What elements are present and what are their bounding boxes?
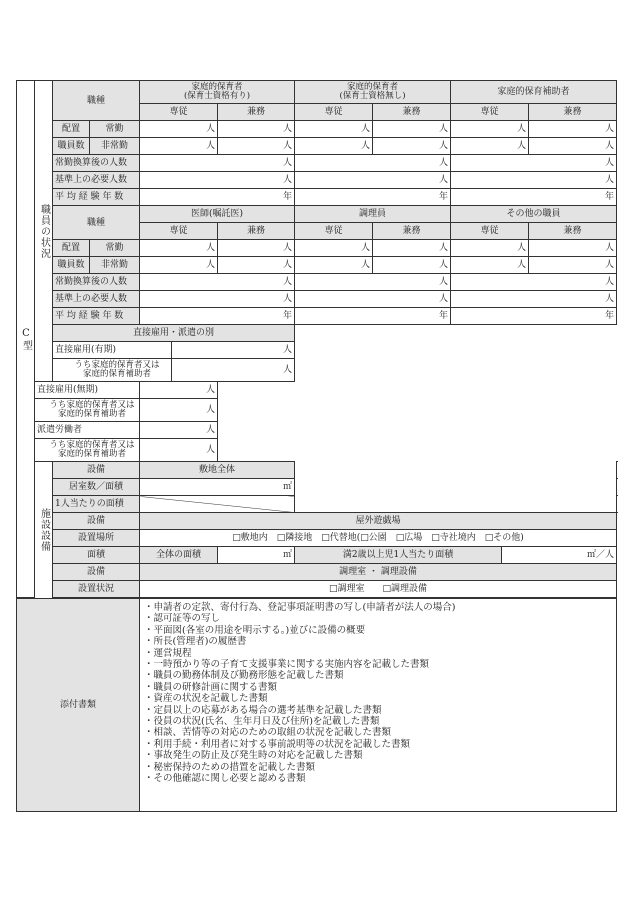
input-cell[interactable]: 人 [451, 291, 617, 308]
input-cell[interactable]: 人 [451, 172, 617, 189]
col-chouriin: 調理員 [295, 206, 451, 223]
input-cell[interactable]: 人 [451, 138, 529, 155]
location-options[interactable]: □敷地内 □隣接地 □代替地(□公園 □広場 □寺社境内 □その他) [140, 530, 617, 547]
kennmu-header: 兼務 [529, 104, 617, 121]
kennmu-header: 兼務 [529, 223, 617, 240]
input-cell[interactable]: 人 [295, 274, 451, 291]
employment-header: 直接雇用・派遣の別 [53, 325, 295, 342]
type-label: C型 [17, 81, 35, 598]
input-cell[interactable]: 人 [373, 138, 451, 155]
input-cell[interactable]: 人 [140, 172, 295, 189]
senju-header: 専従 [140, 104, 218, 121]
input-cell[interactable]: 人 [373, 257, 451, 274]
input-cell[interactable]: 人 [295, 172, 451, 189]
input-cell[interactable]: 人 [218, 257, 295, 274]
input-cell[interactable]: 人 [218, 121, 295, 138]
input-cell[interactable]: 人 [140, 399, 218, 422]
input-cell[interactable]: 年 [140, 308, 295, 325]
input-cell[interactable]: 人 [140, 439, 218, 462]
input-cell[interactable]: 人 [140, 382, 218, 399]
attachment-item: ・その他確認に関し必要と認める書類 [144, 773, 306, 785]
attachment-item: ・定員以上の応募がある場合の選考基準を記載した書類 [144, 704, 382, 716]
attachment-item: ・資産の状況を記載した書類 [144, 693, 268, 705]
outdoor-header: 屋外遊戯場 [140, 513, 617, 530]
attachment-item: ・運営規程 [144, 647, 192, 659]
location-label: 設置場所 [53, 530, 140, 547]
attachment-item: ・認可証等の写し [144, 613, 221, 625]
input-cell[interactable]: 人 [451, 121, 529, 138]
input-cell[interactable]: 人 [529, 138, 617, 155]
attachments-label: 添付書類 [17, 599, 140, 812]
input-cell[interactable]: 人 [140, 422, 218, 439]
senju-header: 専従 [451, 223, 529, 240]
input-cell[interactable]: 人 [295, 138, 373, 155]
direct-fixed-label: 直接雇用(有期) [53, 342, 172, 359]
input-cell[interactable]: 人 [451, 274, 617, 291]
input-cell[interactable]: 人 [140, 121, 218, 138]
area-label: 面積 [53, 547, 140, 564]
attachment-item: ・一時預かり等の子育て支援事業に関する実施内容を記載した書類 [144, 659, 430, 671]
status-label: 設置状況 [53, 581, 140, 598]
input-cell[interactable]: 人 [140, 138, 218, 155]
input-cell[interactable]: 人 [295, 257, 373, 274]
kennmu-header: 兼務 [373, 223, 451, 240]
heikin-label: 平 均 経 験 年 数 [53, 189, 140, 206]
dispatch-label: 派遣労働者 [35, 422, 140, 439]
attachment-item: ・職員の研修計画に関する書類 [144, 681, 278, 693]
kijun-label: 基準上の必要人数 [53, 291, 140, 308]
kennmu-header: 兼務 [218, 104, 295, 121]
shokushu-header: 職種 [53, 81, 140, 121]
setsubi-label: 設備 [53, 462, 140, 479]
input-cell[interactable]: 年 [451, 189, 617, 206]
per-child-label: 1人当たりの面積 [53, 496, 140, 513]
kijun-label: 基準上の必要人数 [53, 172, 140, 189]
attachment-item: ・秘密保持のための措置を記載した書類 [144, 761, 316, 773]
input-cell[interactable]: 人 [295, 121, 373, 138]
input-cell[interactable]: 人 [140, 291, 295, 308]
sub-hoikusha-label: うち家庭的保育者又は 家庭的保育補助者 [35, 399, 140, 422]
kanzan-label: 常勤換算後の人数 [53, 155, 140, 172]
form-page [16, 80, 616, 812]
empty-area [295, 325, 617, 513]
senju-header: 専従 [140, 223, 218, 240]
input-cell[interactable]: 人 [295, 240, 373, 257]
attachment-item: ・申請者の定款、寄付行為、登記事項証明書の写し(申請者が法人の場合) [144, 602, 456, 613]
input-cell[interactable]: ㎡ [218, 547, 295, 564]
input-cell[interactable]: 年 [451, 308, 617, 325]
input-cell[interactable]: 人 [451, 155, 617, 172]
section-staff: 職員の状況 [35, 81, 53, 382]
kitchen-options[interactable]: □調理室 □調理設備 [140, 581, 617, 598]
shokuinsu-label: 職員数 [53, 138, 90, 155]
input-cell[interactable]: 人 [295, 155, 451, 172]
input-cell[interactable]: 人 [172, 342, 295, 359]
senju-header: 専従 [295, 104, 373, 121]
col-shikichi: 敷地全体 [140, 462, 295, 479]
attachment-item: ・事故発生の防止及び発生時の対応を記載した書類 [144, 750, 363, 762]
section-facility: 施設設備 [35, 462, 53, 599]
joukin-label: 常勤 [90, 121, 140, 138]
haichi-label: 配置 [53, 240, 90, 257]
kennmu-header: 兼務 [218, 223, 295, 240]
input-cell[interactable]: 人 [373, 240, 451, 257]
shokuinsu-label: 職員数 [53, 257, 90, 274]
total-area-label: 全体の面積 [140, 547, 218, 564]
senju-header: 専従 [451, 104, 529, 121]
input-cell[interactable]: 年 [295, 308, 451, 325]
input-cell[interactable]: 人 [529, 257, 617, 274]
input-cell[interactable]: 人 [140, 274, 295, 291]
haichi-label: 配置 [53, 121, 90, 138]
input-cell[interactable]: ㎡ [140, 479, 295, 496]
kyoshitsu-label: 居室数／面積 [53, 479, 140, 496]
sub-hoikusha-label: うち家庭的保育者又は 家庭的保育補助者 [53, 359, 172, 382]
attachment-item: ・相談、苦情等の対応のための取組の状況を記載した書類 [144, 727, 392, 739]
input-cell[interactable]: 人 [218, 138, 295, 155]
disabled-cell [140, 496, 295, 513]
input-cell[interactable]: 人 [140, 240, 218, 257]
input-cell[interactable]: ㎡／人 [502, 547, 617, 564]
heikin-label: 平 均 経 験 年 数 [53, 308, 140, 325]
input-cell[interactable]: 人 [451, 257, 529, 274]
joukin-label: 常勤 [90, 240, 140, 257]
col-hoikusha-mushikaku: 家庭的保育者 (保育士資格無し) [295, 81, 451, 104]
direct-open-label: 直接雇用(無期) [35, 382, 140, 399]
setsubi-label: 設備 [53, 513, 140, 530]
col-ishi: 医師(嘱託医) [140, 206, 295, 223]
input-cell[interactable]: 年 [295, 189, 451, 206]
input-cell[interactable]: 人 [529, 240, 617, 257]
attachment-item: ・利用手続・利用者に対する事前説明等の状況を記載した書類 [144, 738, 411, 750]
over2-area-label: 満2歳以上児1人当たり面積 [295, 547, 502, 564]
attachment-item: ・平面図(各室の用途を明示する。)並びに設備の概要 [144, 624, 366, 636]
kanzan-label: 常勤換算後の人数 [53, 274, 140, 291]
input-cell[interactable]: 人 [529, 121, 617, 138]
hijoukin-label: 非常勤 [90, 257, 140, 274]
kennmu-header: 兼務 [373, 104, 451, 121]
input-cell[interactable]: 人 [295, 291, 451, 308]
senju-header: 専従 [295, 223, 373, 240]
input-cell[interactable]: 人 [451, 240, 529, 257]
sub-hoikusha-label: うち家庭的保育者又は 家庭的保育補助者 [35, 439, 140, 462]
attachment-item: ・役員の状況(氏名、生年月日及び住所)を記載した書類 [144, 716, 380, 728]
hijoukin-label: 非常勤 [90, 138, 140, 155]
input-cell[interactable]: 人 [172, 359, 295, 382]
input-cell[interactable]: 年 [140, 189, 295, 206]
attachment-item: ・職員の勤務体制及び勤務形態を記載した書類 [144, 670, 344, 682]
input-cell[interactable]: 人 [373, 121, 451, 138]
input-cell[interactable]: 人 [140, 257, 218, 274]
input-cell[interactable]: 人 [140, 155, 295, 172]
shokushu-header: 職種 [53, 206, 140, 240]
input-cell[interactable]: 人 [218, 240, 295, 257]
setsubi-label: 設備 [53, 564, 140, 581]
form-table [16, 80, 617, 812]
attachment-item: ・所長(管理者)の履歴書 [144, 636, 247, 648]
col-hojosha: 家庭的保育補助者 [451, 81, 617, 104]
kitchen-header: 調理室 ・ 調理設備 [140, 564, 617, 581]
col-hoikusha-shikaku: 家庭的保育者 (保育士資格有り) [140, 81, 295, 104]
attachments-list [140, 599, 617, 812]
col-sonota: その他の職員 [451, 206, 617, 223]
